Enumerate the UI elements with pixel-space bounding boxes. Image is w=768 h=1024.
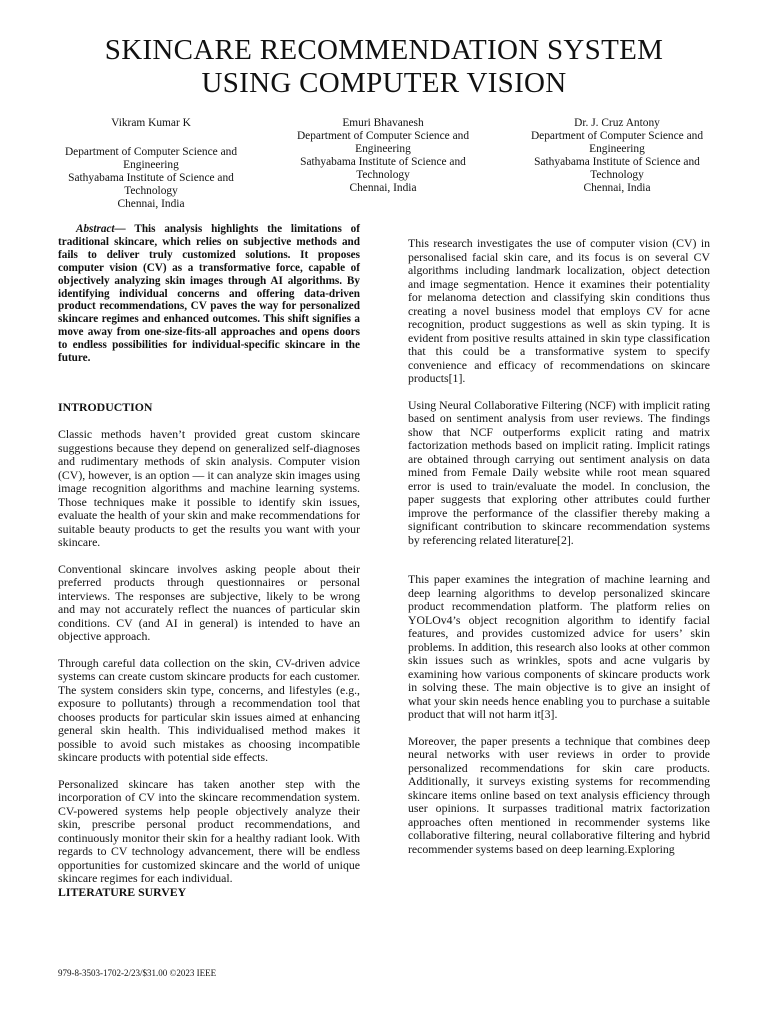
paper-title [40,34,728,100]
literature-paragraph-3: This paper examines the integration of machine learning and deep learning algorithms to develop personalized skincare product recommendation platform. The platform relies on YOLOv4’s object recognition algorithm to identify facial features, and provides customized advice for users’ skin problems. In addition, this research also looks at other common skin issues such as wrinkles, spots and acne vulgaris by examining how various components of skincare products work in solving these. The main objective is to give an insight of what your skin needs hence enabling you to purchase a suitable product that will not harm it[3]. [408,572,710,721]
author-city: Chennai, India [117,198,185,210]
author-3 [524,117,710,195]
author-2 [290,117,476,195]
introduction-heading: INTRODUCTION [58,399,153,414]
literature-paragraph-4: Moreover, the paper presents a technique that combines deep neural networks with user reviews in order to provide personalized recommendations for skin care products. Additionally, it surveys existing systems for recommending skincare items online based on text analysis efficiency through user opinions. It surpasses traditional matrix factorization approaches often mentioned in recommender systems like collaborative filtering, neural collaborative filtering and hybrid recommender systems based on deep learning.Exploring [408,733,710,856]
author-name: Dr. J. Cruz Antony [574,117,660,129]
author-city: Chennai, India [583,182,651,194]
author-institution: Sathyabama Institute of Science and Technology [300,156,466,181]
literature-paragraph-2: Using Neural Collaborative Filtering (NCF) with implicit rating based on sentiment analysis from user reviews. The findings show that NCF outperforms explicit rating and matrix factorization methods based on implicit rating. Implicit ratings are obtained through carrying out sentiment analysis on data mined from Female Daily website while root mean squared error is used to train/evaluate the model. In conclusion, the paper suggests that exploring other attributes could further improve the performance of the classifier thereby making a significant contribution to skincare recommendation systems by referencing related literature[2]. [408,397,710,547]
intro-paragraph-4: Personalized skincare has taken another step with the incorporation of CV into the skincare recommendation system. CV-powered systems help people objectively analyze their skin, prescribe personal product recommendations, and continuously monitor their skin for a healthy radiant look. With regards to CV technology advancement, there will be endless opportunities for customized skincare and the world of unique skincare regimes for each individual. [58,776,360,886]
copyright-footer: 979-8-3503-1702-2/23/$31.00 ©2023 IEEE [58,968,217,978]
author-department: Department of Computer Science and Engineering [296,130,470,155]
author-department: Department of Computer Science and Engineering [64,146,238,171]
literature-paragraph-1: This research investigates the use of computer vision (CV) in personalised facial skin care, and its focus is on several CV algorithms including landmark localization, object detection and image segmentation. Hence it examines their potentiality for melanoma detection and classifying skin conditions thus creating a novel business model that employs CV for acne recognition, product suggestions as well as skin typing. It is evident from positive results attained in skin type classification that this could be a transformative system to specify convenience and efficacy of recommendations on skincare products[1]. [408,236,710,385]
author-department: Department of Computer Science and Engineering [530,130,704,155]
intro-paragraph-1: Classic methods haven’t provided great custom skincare suggestions because they depend on generalized self-diagnoses and rudimentary methods of skin analysis. Computer vision (CV), however, is an option — it can analyze skin images using image recognition algorithms and machine learning systems. Those techniques make it possible to identify skin issues, evaluate the health of your skin and make recommendations for suitable beauty products to get the results you want with your skincare. [58,427,360,550]
abstract [58,223,360,365]
author-name: Emuri Bhavanesh [342,117,424,129]
title-line-2: USING COMPUTER VISION [201,67,567,99]
intro-paragraph-2: Conventional skincare involves asking people about their preferred products through questionnaires or personal interviews. The responses are subjective, likely to be wrong and may not accurately reflect the nuances of particular skin conditions. CV (and AI in general) is intended to have an objective approach. [58,561,360,644]
author-institution: Sathyabama Institute of Science and Technology [534,156,700,181]
abstract-lead: Abstract— [76,223,126,235]
author-institution: Sathyabama Institute of Science and Technology [68,172,234,197]
left-column [58,223,360,899]
author-name: Vikram Kumar K [111,117,191,129]
title-line-1: SKINCARE RECOMMENDATION SYSTEM [104,34,664,66]
intro-paragraph-3: Through careful data collection on the skin, CV-driven advice systems can create custom skincare products for each customer. The system considers skin type, concerns, and lifestyles (e.g., exposure to pollutants) through a recommendation tool that chooses products for particular skin issues aimed at enhancing general skin health. This individualised method makes it possible to avoid such mistakes as choosing incompatible skincare products with potential side effects. [58,655,360,765]
literature-heading: LITERATURE SURVEY [58,884,187,899]
abstract-text: This analysis highlights the limitations of traditional skincare, which relies on subjective methods and fails to deliver truly customized solutions. It proposes computer vision (CV) as a transformative force, capable of objectively analyzing skin images through AI algorithms. By identifying individual concerns and offering data-driven product recommendations, CV paves the way for personalized skincare regimes and enhanced outcomes. This shift signifies a move away from one-size-fits-all approaches and opens doors to endless possibilities for individual-specific skincare in the future. [58,223,360,365]
author-city: Chennai, India [349,182,417,194]
author-1 [58,117,244,211]
right-column [408,237,710,856]
